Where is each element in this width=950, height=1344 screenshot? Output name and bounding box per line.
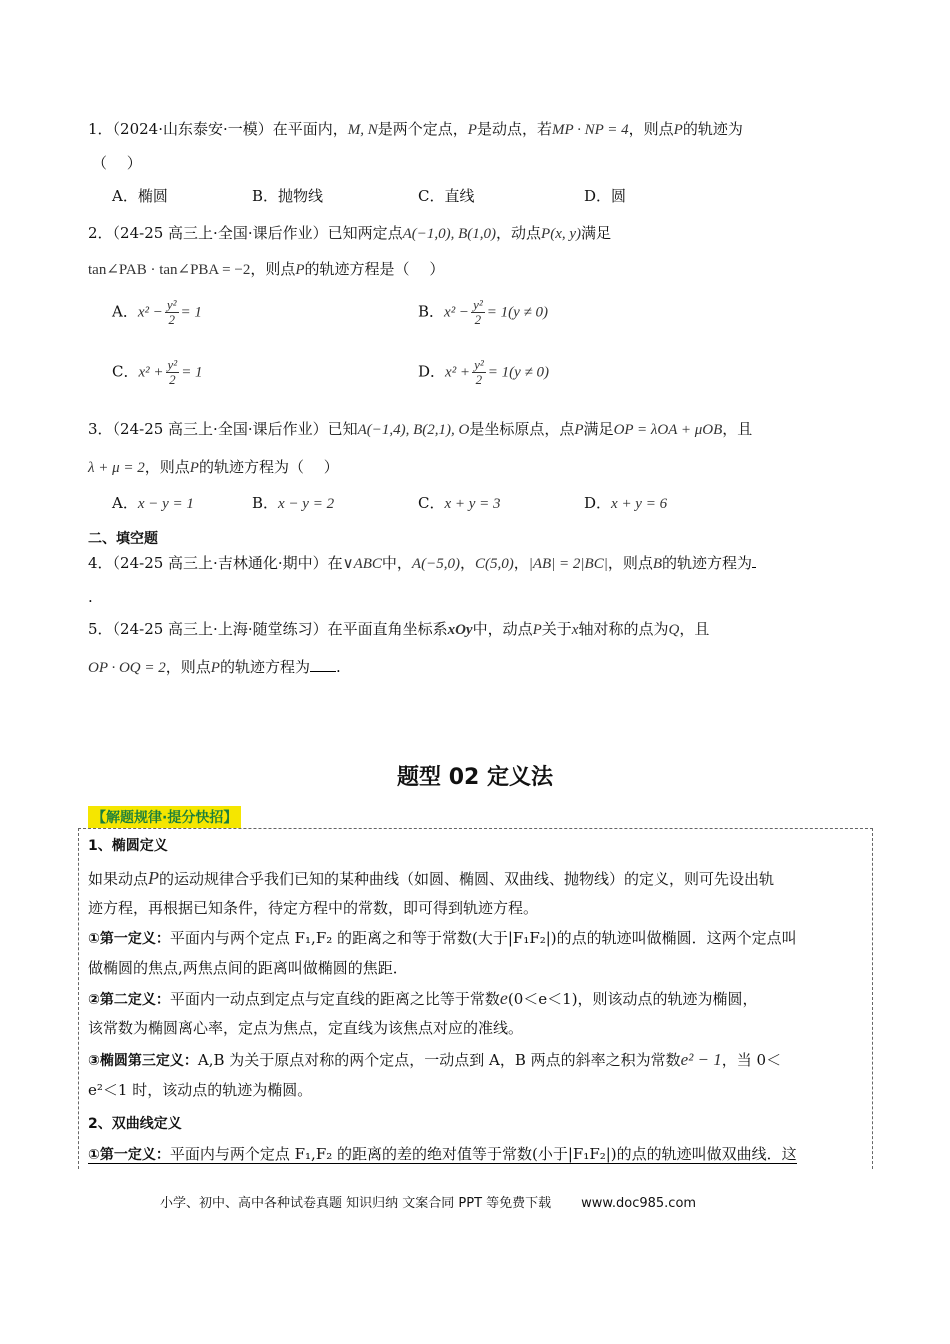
- text-seg: ，则点: [628, 120, 674, 138]
- text-seg: 平面内与两个定点 F₁,F₂ 的距离之和等于常数(大于|F₁F₂|)的点的轨迹叫做椭圆．这两个定点叫: [169, 929, 797, 947]
- text-seg: 平面内与两个定点 F₁,F₂ 的距离的差的绝对值等于常数(小于|F₁F₂|)的点的轨迹叫做双曲线．这: [169, 1145, 797, 1163]
- math-points: A(−1,4), B(2,1), O: [357, 422, 470, 438]
- math-e2-minus-1: e² − 1: [680, 1050, 722, 1069]
- box-hyper-def-1: [88, 1142, 797, 1167]
- question-1-paren: （ ）: [92, 154, 142, 172]
- text-seg: ，: [459, 554, 475, 572]
- math-dot-product: OP · OQ = 2: [88, 660, 166, 676]
- math-e: e: [499, 988, 508, 1008]
- text-seg: 中，: [381, 554, 412, 572]
- math-p: P: [673, 122, 683, 138]
- option-letter: B．: [252, 494, 279, 512]
- question-5-text: 5．（24-25 高三上·上海·随堂练习）在平面直角坐标系: [88, 620, 448, 638]
- q1-option-a[interactable]: A．椭圆: [112, 187, 168, 205]
- math-p: P: [210, 660, 220, 676]
- option-math: x + y = 6: [611, 496, 668, 512]
- text-seg: 的轨迹为: [682, 120, 743, 138]
- option-letter: D．: [584, 494, 612, 512]
- fraction-num: y²: [473, 297, 483, 312]
- text-seg: ①第一定义：: [88, 931, 170, 947]
- math-q: Q: [668, 622, 680, 638]
- box-para-1: [88, 866, 774, 891]
- text-seg: ，则点: [607, 554, 653, 572]
- text-seg: 满足: [581, 224, 612, 242]
- text-seg: 平面内一动点到定点与定直线的距离之比等于常数: [169, 990, 500, 1008]
- text-seg: 的轨迹方程为: [662, 554, 753, 572]
- text-seg: (0＜e＜1)，则该动点的轨迹为椭圆，: [507, 990, 758, 1008]
- text-seg: 轴对称的点为: [578, 620, 669, 638]
- q2-option-b[interactable]: [418, 298, 548, 327]
- math-lambda-mu: λ + μ = 2: [88, 460, 145, 476]
- math-abs-eq: |AB| = 2|BC|: [528, 556, 608, 572]
- math-b: B: [652, 556, 663, 572]
- box-def-2b: 该常数为椭圆离心率，定点为焦点，定直线为该焦点对应的准线。: [88, 1019, 524, 1037]
- box-heading-ellipse: 1、椭圆定义: [88, 838, 168, 854]
- math-seg: = 1(y ≠ 0): [487, 364, 549, 381]
- text-seg: 的轨迹方程为（ ）: [198, 458, 339, 476]
- math-points: A(−1,0), B(1,0): [402, 226, 497, 242]
- text-seg: A,B 为关于原点对称的两个定点，一动点到 A，B 两点的斜率之积为常数: [197, 1051, 681, 1069]
- question-3-text: 3．（24-25 高三上·全国·课后作业）已知: [88, 420, 358, 438]
- fraction-den: 2: [474, 312, 482, 327]
- math-p: P: [148, 868, 160, 888]
- text-seg: ，则点: [144, 458, 190, 476]
- math-xoy: xOy: [447, 622, 473, 638]
- math-p: P: [295, 262, 305, 278]
- text-seg: 中，动点: [472, 620, 533, 638]
- footer-link[interactable]: www.doc985.com: [581, 1196, 697, 1211]
- text-seg: 的运动规律合乎我们已知的某种曲线（如圆、椭圆、双曲线、抛物线）的定义，则可先设出轨: [159, 870, 775, 888]
- math-p: P: [467, 122, 477, 138]
- question-5-line-2: [88, 656, 341, 679]
- math-vector-product: MP · NP = 4: [551, 122, 629, 138]
- question-2-line-2: [88, 258, 444, 281]
- option-letter: C．: [418, 494, 445, 512]
- math-seg: = 1: [181, 364, 203, 381]
- text-seg: 是坐标原点，点: [469, 420, 575, 438]
- fraction: [165, 298, 179, 327]
- math-seg: = 1(y ≠ 0): [486, 304, 548, 321]
- question-3-line: [88, 418, 752, 441]
- question-2-text: 2．（24-25 高三上·全国·课后作业）已知两定点: [88, 224, 403, 242]
- math-seg: x² +: [445, 364, 471, 381]
- option-letter: B．: [418, 302, 445, 321]
- text-seg: ，且: [679, 620, 710, 638]
- math-p: P: [574, 422, 584, 438]
- fraction-den: 2: [475, 372, 483, 387]
- math-p: P: [532, 622, 542, 638]
- box-heading-hyperbola: 2、双曲线定义: [88, 1116, 182, 1132]
- text-seg: 满足: [583, 420, 614, 438]
- math-seg: x² −: [137, 304, 163, 321]
- q1-option-b[interactable]: B．抛物线: [252, 187, 324, 205]
- box-def-3: [88, 1048, 781, 1073]
- option-math: x − y = 1: [137, 496, 194, 512]
- math-mn: M, N: [347, 122, 378, 138]
- text-seg: ①第一定义：: [88, 1147, 170, 1163]
- text-seg: 如果动点: [88, 870, 149, 888]
- math-p: P: [189, 460, 199, 476]
- text-seg: ②第二定义：: [88, 992, 170, 1008]
- question-1-line: [88, 118, 743, 141]
- q2-option-c[interactable]: [112, 358, 203, 387]
- q3-option-d[interactable]: [584, 492, 667, 515]
- option-math: x + y = 3: [444, 496, 501, 512]
- footer-text: 小学、初中、高中各种试卷真题 知识归纳 文案合同 PPT 等免费下载: [160, 1196, 552, 1211]
- question-4-line: [88, 552, 756, 575]
- section-fill-heading: 二、填空题: [88, 531, 158, 547]
- footer: [160, 1192, 696, 1211]
- fraction-num: y²: [474, 357, 484, 372]
- text-seg: ③椭圆第三定义：: [88, 1053, 198, 1069]
- math-seg: x² +: [138, 364, 164, 381]
- text-seg: ，则点: [250, 260, 296, 278]
- box-def-3b: e²＜1 时，该动点的轨迹为椭圆。: [88, 1081, 313, 1099]
- math-seg: = 1: [180, 304, 202, 321]
- fraction: [166, 358, 180, 387]
- text-seg: 是两个定点，: [377, 120, 468, 138]
- box-def-1: [88, 926, 797, 951]
- answer-blank[interactable]: [310, 671, 336, 672]
- text-seg: ，: [513, 554, 529, 572]
- fraction: [472, 358, 486, 387]
- question-2-line: [88, 222, 611, 245]
- fraction-num: y²: [166, 297, 177, 312]
- math-tan-product: tan∠PAB · tan∠PBA = −2: [88, 262, 251, 278]
- math-point-c: C(5,0): [474, 556, 514, 572]
- box-para-1b: 迹方程，再根据已知条件，待定方程中的常数，即可得到轨迹方程。: [88, 899, 539, 917]
- fraction: [471, 298, 485, 327]
- option-letter: C．: [112, 362, 139, 381]
- q3-option-c[interactable]: [418, 492, 501, 515]
- box-def-2: [88, 986, 758, 1012]
- text-seg: ，当 0＜: [721, 1051, 782, 1069]
- text-seg: ，且: [722, 420, 753, 438]
- question-1-text: 1．（2024·山东泰安·一模）在平面内，: [88, 120, 348, 138]
- fraction-den: 2: [168, 312, 175, 327]
- math-point-a: A(−5,0): [411, 556, 460, 572]
- text-seg: .: [335, 658, 341, 676]
- q3-option-b[interactable]: [252, 492, 334, 515]
- fraction-num: y²: [167, 357, 178, 372]
- q2-option-d[interactable]: [418, 358, 549, 387]
- question-4-text: 4．（24-25 高三上·吉林通化·期中）在: [88, 554, 343, 572]
- text-seg: 是动点，若: [476, 120, 552, 138]
- q3-option-a[interactable]: [112, 492, 194, 515]
- math-triangle: ∨ABC: [342, 556, 382, 572]
- fraction-den: 2: [169, 372, 176, 387]
- page-title: 题型 02 定义法: [397, 765, 553, 790]
- math-seg: x² −: [444, 304, 470, 321]
- option-letter: A．: [112, 302, 138, 321]
- text-seg: 的轨迹方程是（ ）: [304, 260, 445, 278]
- option-math: x − y = 2: [278, 496, 335, 512]
- q2-option-a[interactable]: [112, 298, 202, 327]
- text-seg: 的轨迹方程为: [219, 658, 310, 676]
- question-5-line: [88, 618, 709, 641]
- q1-option-d[interactable]: D．圆: [584, 187, 627, 205]
- text-seg: 关于: [541, 620, 572, 638]
- question-3-line-2: [88, 456, 339, 479]
- question-4-end: .: [88, 588, 93, 606]
- math-vector-eq: OP = λOA + μOB: [613, 422, 723, 438]
- math-pxy: P(x, y): [541, 226, 582, 242]
- tips-tag: 【解题规律·提分快招】: [88, 806, 241, 828]
- text-seg: ，则点: [165, 658, 211, 676]
- math-x: x: [571, 622, 579, 638]
- option-letter: A．: [112, 494, 138, 512]
- option-letter: D．: [418, 362, 446, 381]
- text-seg: ，动点: [496, 224, 542, 242]
- box-def-1b: 做椭圆的焦点,两焦点间的距离叫做椭圆的焦距．: [88, 959, 408, 977]
- answer-blank[interactable]: [752, 567, 756, 568]
- q1-option-c[interactable]: C．直线: [418, 187, 475, 205]
